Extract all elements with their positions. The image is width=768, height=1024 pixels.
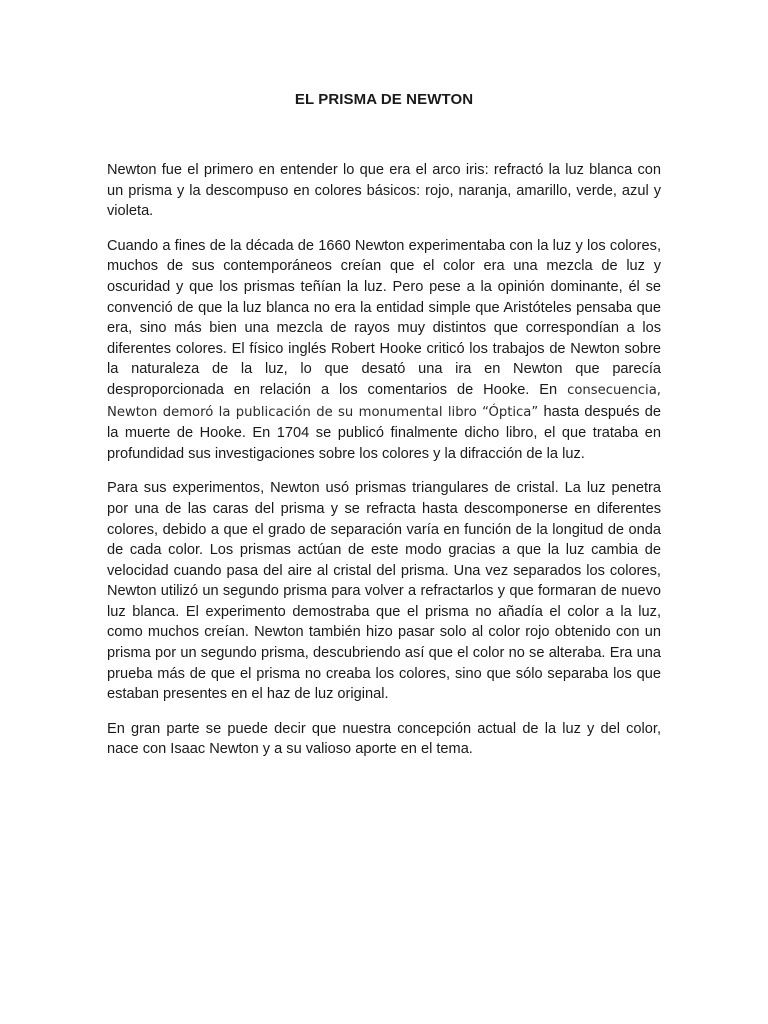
paragraph-2-part-1: Cuando a fines de la década de 1660 Newton experimentaba con la luz y los colores, muchos de sus contemporáneos creían que el color era una mezcla de luz y oscuridad y que los prismas teñían la luz. Pero pese a la opinión dominante, él se convenció de que la luz blanca no era la entidad simple que Aristóteles pensaba que era, sino más bien una mezcla de rayos muy distintos que correspondían a los diferentes colores. El físico inglés Robert Hooke criticó los trabajos de Newton sobre la naturaleza de la luz, lo que desató una ira en Newton que parecía desproporcionada en relación a los comentarios de Hooke. En: [107, 237, 661, 398]
paragraph-3: Para sus experimentos, Newton usó prismas triangulares de cristal. La luz penetra por una de las caras del prisma y se refracta hasta descomponerse en diferentes colores, debido a que el grado de separación varía en función de la longitud de onda de cada color. Los prismas actúan de este modo gracias a que la luz cambia de velocidad cuando pasa del aire al cristal del prisma. Una vez separados los colores, Newton utilizó un segundo prisma para volver a refractarlos y que formaran de nuevo luz blanca. El experimento demostraba que el prisma no añadía el color a la luz, como muchos creían. Newton también hizo pasar solo al color rojo obtenido con un prisma por un segundo prisma, descubriendo así que el color no se alteraba. Era una prueba más de que el prisma no creaba los colores, sino que sólo separaba los que estaban presentes en el haz de luz original.: [107, 480, 661, 703]
document-title: EL PRISMA DE NEWTON: [294, 91, 474, 108]
paragraph-2: [107, 236, 661, 465]
paragraph-1: Newton fue el primero en entender lo que era el arco iris: refractó la luz blanca con un prisma y la descompuso en colores básicos: rojo, naranja, amarillo, verde, azul y violeta.: [107, 162, 661, 220]
paragraph-4: En gran parte se puede decir que nuestra concepción actual de la luz y del color, nace con Isaac Newton y a su valioso aporte en el tema.: [107, 720, 661, 758]
paragraph-2-part-3: hasta después de la muerte de Hooke. En 1704 se publicó finalmente dicho libro, el que trataba en profundidad sus investigaciones sobre los colores y la difracción de la luz.: [107, 403, 661, 462]
document-body: [107, 160, 661, 774]
paragraph-2-part-2: consecuencia, Newton demoró la publicación de su monumental libro “Óptica”: [107, 382, 661, 420]
